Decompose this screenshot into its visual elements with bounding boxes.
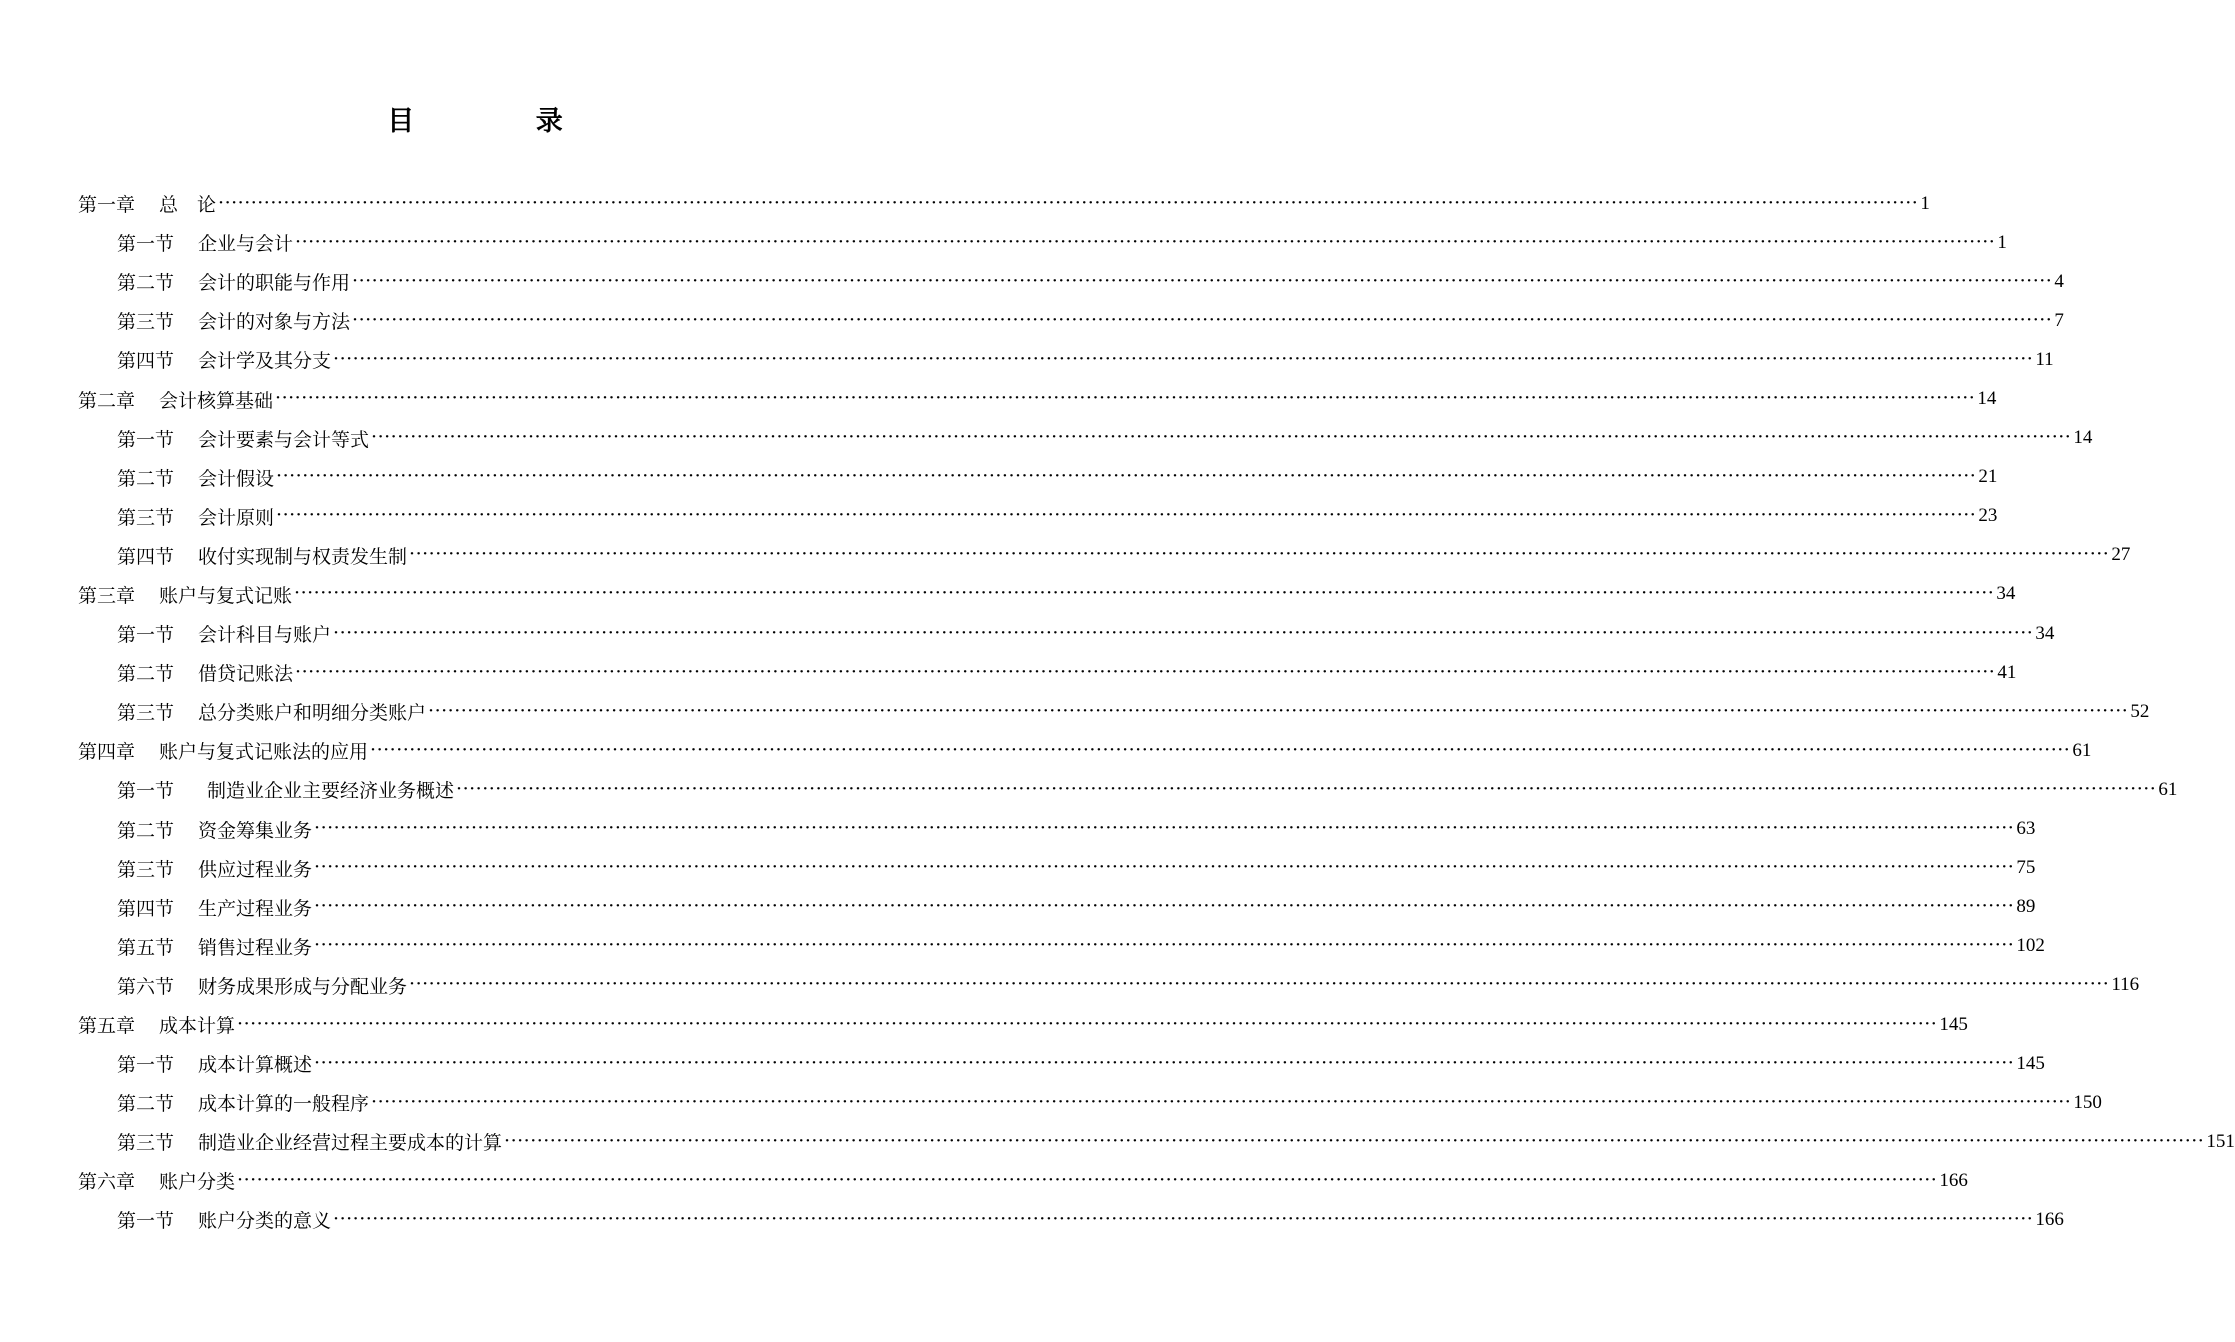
toc-page-number: 75 [2016,857,2036,879]
toc-entry-label [117,1089,369,1116]
toc-entry-title: 会计的职能与作用 [198,272,351,295]
toc-entry-title: 账户分类 [159,1171,236,1194]
toc-entry-title: 成本计算 [159,1015,236,1038]
toc-entry-number: 第二节 [117,819,175,842]
toc-dot-leader: ···································································································································································································································································· [409,543,2110,566]
toc-entry-title: 账户与复式记账法的应用 [159,741,369,764]
toc-entry-label [117,776,454,803]
toc-dot-leader: ···································································································································································································································································· [333,1207,2034,1230]
toc-entry-title: 财务成果形成与分配业务 [198,975,408,998]
toc-page-number: 166 [2035,1208,2064,1230]
toc-entry-label [117,346,331,373]
toc-page-number: 1 [1920,192,1930,214]
toc-section-entry [78,1200,2064,1239]
toc-entry-number: 第三节 [117,858,175,881]
toc-page-number: 21 [1978,466,1998,488]
toc-entry-title: 会计要素与会计等式 [198,428,370,451]
toc-entry-number: 第一节 [117,428,175,451]
toc-entry-number: 第一节 [117,1210,175,1233]
toc-entry-title: 会计假设 [198,467,275,490]
toc-entry-number: 第四节 [117,897,175,920]
toc-entry-title: 收付实现制与权责发生制 [198,545,408,568]
toc-section-entry [78,1044,2045,1083]
toc-chapter-entry [78,379,1997,418]
toc-chapter-entry [78,575,2016,614]
toc-dot-leader: ···································································································································································································································································· [456,777,2157,800]
toc-entry-label [117,1206,331,1233]
toc-page-number: 34 [2035,622,2055,644]
toc-page-number: 23 [1978,505,1998,527]
toc-entry-label [117,698,426,725]
toc-entry-label [78,581,292,608]
toc-dot-leader: ···································································································································································································································································· [314,1051,2015,1074]
toc-dot-leader: ···································································································································································································································································· [409,973,2110,996]
toc-page-number: 41 [1997,661,2017,683]
toc-page-number: 7 [2054,309,2064,331]
toc-section-entry [78,692,2150,731]
toc-entry-title: 生产过程业务 [198,897,313,920]
toc-page-number: 27 [2111,544,2131,566]
toc-section-entry [78,927,2045,966]
toc-page-number: 34 [1996,583,2016,605]
toc-entry-number: 第五节 [117,936,175,959]
toc-entry-label [117,972,407,999]
toc-entry-number: 第六节 [117,975,175,998]
toc-chapter-entry [78,731,2092,770]
toc-section-entry [78,849,2036,888]
toc-section-entry [78,1122,2235,1161]
toc-page-number: 151 [2206,1130,2235,1152]
toc-section-entry [78,770,2178,809]
toc-entry-number: 第六章 [78,1171,136,1194]
toc-entry-title: 资金筹集业务 [198,819,313,842]
toc-dot-leader: ···································································································································································································································································· [314,817,2015,840]
toc-section-entry [78,810,2036,849]
toc-page-number: 1 [1997,231,2007,253]
table-of-contents [78,184,2235,1240]
toc-page-number: 63 [2016,818,2036,840]
toc-entry-label [117,229,293,256]
toc-entry-label [78,1167,235,1194]
toc-dot-leader: ···································································································································································································································································· [295,230,1996,253]
toc-entry-label [117,425,369,452]
toc-entry-number: 第三节 [117,506,175,529]
toc-section-entry [78,340,2054,379]
toc-entry-number: 第二节 [117,272,175,295]
toc-entry-title: 会计的对象与方法 [198,311,351,334]
toc-page-number: 150 [2073,1091,2102,1113]
toc-page-number: 14 [2073,427,2093,449]
toc-entry-label [117,503,274,530]
toc-entry-number: 第五章 [78,1015,136,1038]
toc-entry-number: 第四节 [117,350,175,373]
toc-dot-leader: ···································································································································································································································································· [275,387,1976,410]
toc-entry-label [117,1128,502,1155]
toc-dot-leader: ···································································································································································································································································· [237,1168,1938,1191]
toc-dot-leader: ···································································································································································································································································· [276,465,1977,488]
toc-dot-leader: ···································································································································································································································································· [276,504,1977,527]
toc-entry-title: 账户与复式记账 [159,584,293,607]
toc-chapter-entry [78,184,1930,223]
toc-page-number: 14 [1977,388,1997,410]
toc-entry-title: 账户分类的意义 [198,1210,332,1233]
toc-entry-number: 第二节 [117,1093,175,1116]
toc-entry-label [117,816,312,843]
toc-entry-number: 第三节 [117,311,175,334]
toc-dot-leader: ···································································································································································································································································· [314,934,2015,957]
toc-entry-title: 会计学及其分支 [198,350,332,373]
toc-section-entry [78,536,2131,575]
toc-dot-leader: ···································································································································································································································································· [333,621,2034,644]
toc-section-entry [78,614,2055,653]
toc-entry-label [117,307,350,334]
toc-page-number: 52 [2130,700,2150,722]
toc-section-entry [78,888,2036,927]
toc-chapter-entry [78,1005,1968,1044]
toc-entry-label [117,659,293,686]
toc-entry-label [78,386,273,413]
toc-entry-label [117,268,350,295]
toc-entry-title: 借贷记账法 [198,663,294,686]
toc-entry-title: 会计核算基础 [159,389,274,412]
toc-page-number: 102 [2016,935,2045,957]
toc-entry-title: 总分类账户和明细分类账户 [198,702,427,725]
toc-page-number: 166 [1939,1169,1968,1191]
toc-dot-leader: ···································································································································································································································································· [333,347,2034,370]
toc-section-entry [78,419,2093,458]
toc-page-number: 89 [2016,896,2036,918]
toc-page-number: 145 [2016,1052,2045,1074]
toc-entry-label [78,737,368,764]
page-title: 目 录 [387,106,619,137]
toc-entry-number: 第一节 [117,624,175,647]
toc-entry-label [78,1011,235,1038]
toc-dot-leader: ···································································································································································································································································· [371,1090,2072,1113]
toc-entry-label [117,933,312,960]
toc-entry-number: 第三节 [117,1132,175,1155]
toc-entry-label [117,855,312,882]
toc-entry-number: 第一节 [117,233,175,256]
toc-entry-title: 会计原则 [198,506,275,529]
toc-entry-number: 第四章 [78,741,136,764]
toc-entry-number: 第二节 [117,467,175,490]
toc-entry-label [117,1050,312,1077]
toc-dot-leader: ···································································································································································································································································· [218,191,1919,214]
toc-page-number: 11 [2035,348,2054,370]
toc-entry-number: 第二章 [78,389,136,412]
toc-entry-label [117,464,274,491]
toc-entry-title: 成本计算概述 [198,1054,313,1077]
toc-dot-leader: ···································································································································································································································································· [352,308,2053,331]
toc-entry-title: 总 论 [159,194,217,217]
toc-page-number: 4 [2054,270,2064,292]
toc-entry-number: 第四节 [117,545,175,568]
toc-chapter-entry [78,1161,1968,1200]
toc-dot-leader: ···································································································································································································································································· [237,1012,1938,1035]
toc-entry-number: 第三章 [78,584,136,607]
toc-dot-leader: ···································································································································································································································································· [295,660,1996,683]
toc-entry-number: 第三节 [117,702,175,725]
toc-page-number: 145 [1939,1013,1968,1035]
toc-section-entry [78,458,1998,497]
toc-page-number: 61 [2158,778,2178,800]
toc-section-entry [78,497,1998,536]
toc-entry-title: 制造业企业主要经济业务概述 [207,780,455,803]
toc-section-entry [78,223,2007,262]
toc-entry-label [117,894,312,921]
toc-dot-leader: ···································································································································································································································································· [370,738,2071,761]
toc-entry-number: 第二节 [117,663,175,686]
toc-dot-leader: ···································································································································································································································································· [314,895,2015,918]
toc-entry-number: 第一节 [117,1054,175,1077]
toc-page-number: 61 [2072,739,2092,761]
toc-entry-title: 制造业企业经营过程主要成本的计算 [198,1132,503,1155]
toc-dot-leader: ···································································································································································································································································· [504,1129,2205,1152]
toc-entry-label [117,620,331,647]
toc-entry-title: 供应过程业务 [198,858,313,881]
toc-entry-number: 第一章 [78,194,136,217]
toc-entry-number: 第一节 [117,780,175,803]
toc-entry-title: 企业与会计 [198,233,294,256]
toc-entry-title: 销售过程业务 [198,936,313,959]
toc-page-number: 116 [2111,974,2140,996]
toc-dot-leader: ···································································································································································································································································· [428,699,2129,722]
toc-section-entry [78,301,2064,340]
toc-entry-title: 成本计算的一般程序 [198,1093,370,1116]
toc-section-entry [78,966,2140,1005]
toc-dot-leader: ···································································································································································································································································· [352,269,2053,292]
toc-entry-label [78,190,216,217]
toc-dot-leader: ···································································································································································································································································· [314,856,2015,879]
toc-entry-title: 会计科目与账户 [198,624,332,647]
toc-entry-label [117,542,407,569]
toc-section-entry [78,262,2064,301]
toc-section-entry [78,1083,2102,1122]
toc-section-entry [78,653,2017,692]
toc-dot-leader: ···································································································································································································································································· [371,426,2072,449]
toc-dot-leader: ···································································································································································································································································· [294,582,1995,605]
